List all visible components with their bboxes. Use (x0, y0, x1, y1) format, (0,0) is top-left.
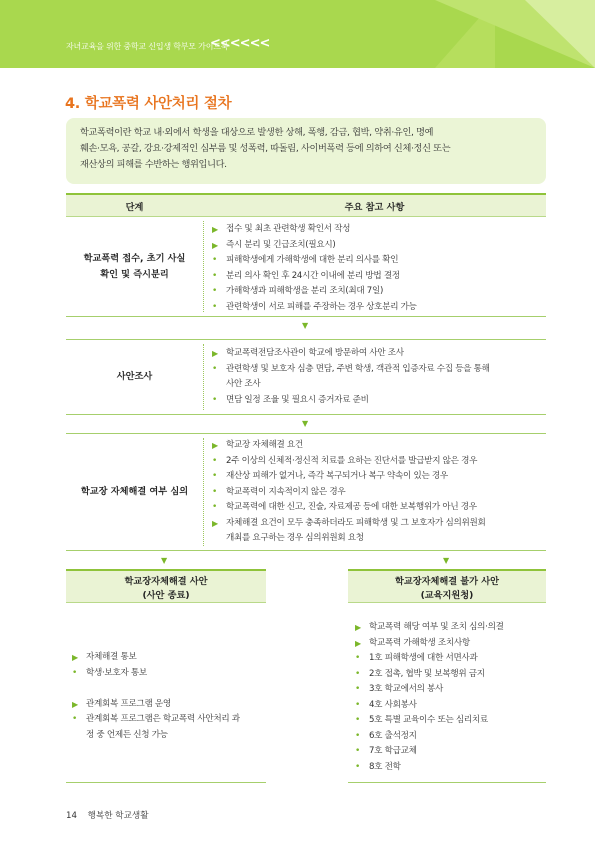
bullet-triangle-icon: ▶ (212, 240, 218, 250)
list-item (212, 362, 542, 378)
list-item-text: 학교폭력이 지속적이지 않은 경우 (226, 486, 346, 497)
list-item-text: 학교폭력 해당 여부 및 조치 심의·의결 (369, 622, 504, 632)
bullet-dot-icon: • (212, 301, 218, 312)
definition-line: 학교폭력이란 학교 내·외에서 학생을 대상으로 발생한 상해, 폭행, 감금, 협박, 약취·유인, 명예 (80, 127, 434, 138)
bullet-dot-icon: • (212, 270, 218, 281)
page-number: 14 (66, 811, 77, 821)
stage-notes (212, 346, 542, 408)
definition-line: 훼손·모욕, 공갈, 강요·강제적인 심부름 및 성폭력, 따돌림, 사이버폭력 등에 의하여 신체·정신 또는 (80, 143, 451, 154)
bullet-dot-icon: • (212, 394, 218, 405)
column-header-notes: 주요 참고 사항 (344, 202, 405, 213)
bullet-dot-icon: • (212, 486, 218, 497)
bullet-dot-icon: • (212, 471, 218, 481)
list-item-text: 관계회복 프로그램은 학교폭력 사안처리 과 (86, 714, 240, 724)
bullet-dot-icon: • (355, 715, 361, 725)
stage-label: 사안조사 (116, 371, 153, 382)
bullet-triangle-icon: ▶ (212, 518, 218, 528)
list-item-text: 2주 이상의 신체적·정신적 치료를 요하는 진단서를 발급받지 않은 경우 (226, 455, 478, 466)
list-item-text: 학교폭력전담조사관이 학교에 방문하여 사안 조사 (226, 348, 404, 358)
list-item (212, 346, 542, 362)
guide-title: 자녀교육을 위한 중학교 신입생 학부모 가이드북 (66, 42, 229, 51)
list-item-text: 접수 및 최초 관련학생 확인서 작성 (226, 224, 351, 234)
stage-label-line: 확인 및 즉시분리 (100, 268, 169, 280)
list-item (355, 667, 550, 683)
chevron-left-icon: <<<<<< (210, 36, 270, 51)
column-divider (203, 221, 204, 312)
bullet-triangle-icon: ▶ (72, 699, 78, 709)
list-item-text: 분리 의사 확인 후 24시간 이내에 분리 방법 결정 (226, 270, 400, 281)
bullet-triangle-icon: ▶ (72, 653, 78, 662)
page-footer (66, 809, 149, 821)
box-title-line: (교육지원청) (420, 590, 474, 601)
flow-arrow-down-icon: ▼ (302, 419, 309, 428)
list-item-text: 4호 사회봉사 (369, 699, 417, 710)
stage-notes (212, 222, 542, 315)
list-spacer (72, 681, 272, 697)
box-title-line: 학교장자체해결 불가 사안 (394, 576, 500, 587)
list-item (355, 620, 550, 636)
list-item-text: 피해학생에게 가해학생에 대한 분리 의사를 확인 (226, 255, 399, 265)
list-item (212, 284, 542, 300)
table-row (66, 433, 546, 551)
list-item (355, 744, 550, 760)
list-item-text: 관련학생이 서로 피해를 주장하는 경우 상호분리 가능 (226, 301, 417, 312)
list-item (212, 438, 542, 454)
list-item (212, 253, 542, 269)
list-item (212, 469, 542, 485)
box-title-line: 학교장자체해결 사안 (124, 576, 208, 587)
header-decoration (525, 0, 595, 68)
stage-label (66, 217, 203, 316)
definition-box (66, 118, 546, 184)
list-item (212, 531, 542, 547)
list-item (72, 650, 272, 666)
list-item-text: 자체해결 통보 (86, 652, 137, 662)
list-item (72, 728, 272, 744)
flow-arrow-down-icon: ▼ (161, 556, 168, 565)
box-bottom-border (66, 782, 266, 783)
stage-label: 학교장 자체해결 여부 심의 (80, 486, 189, 497)
resolved-case-header (66, 569, 266, 603)
unresolved-case-notes (355, 620, 550, 775)
bullet-dot-icon: • (355, 746, 361, 756)
list-item-text: 5호 특별 교육이수 또는 심리치료 (369, 715, 488, 725)
list-item (355, 760, 550, 776)
list-item-text: 1호 피해학생에 대한 서면사과 (369, 653, 478, 663)
list-item-text: 즉시 분리 및 긴급조치(필요시) (226, 239, 336, 250)
bullet-dot-icon: • (355, 761, 361, 772)
list-item (212, 454, 542, 470)
bullet-dot-icon: • (355, 684, 361, 694)
list-item-text: 자체해결 요건이 모두 충족하더라도 피해학생 및 그 보호자가 심의위원회 (226, 517, 486, 528)
bullet-dot-icon: • (212, 363, 218, 374)
list-item (72, 697, 272, 713)
column-divider (203, 438, 204, 546)
list-item (212, 300, 542, 316)
bullet-dot-icon: • (72, 667, 78, 678)
box-title-line: (사안 종료) (142, 590, 190, 601)
bullet-triangle-icon: ▶ (212, 225, 218, 234)
list-item-text: 재산상 피해가 없거나, 즉각 복구되거나 복구 약속이 있는 경우 (226, 471, 448, 481)
list-item (212, 485, 542, 501)
list-item (355, 698, 550, 714)
bullet-dot-icon: • (212, 255, 218, 265)
definition-line: 재산상의 피해를 수반하는 행위입니다. (80, 159, 227, 170)
list-item-text: 면담 일정 조율 및 필요시 증거자료 준비 (226, 394, 369, 405)
unresolved-case-header (348, 569, 546, 603)
stage-label-line: 학교폭력 접수, 초기 사실 (83, 252, 186, 264)
box-bottom-border (348, 782, 546, 783)
bullet-triangle-icon: ▶ (212, 441, 218, 450)
table-header (66, 193, 546, 217)
list-item-text: 2호 접촉, 협박 및 보복행위 금지 (369, 668, 485, 679)
bullet-dot-icon: • (212, 502, 218, 512)
bullet-triangle-icon: ▶ (212, 349, 218, 358)
bullet-dot-icon: • (355, 730, 361, 741)
list-item (212, 516, 542, 532)
page-header-band (0, 0, 595, 68)
table-row (66, 339, 546, 415)
book-title: 행복한 학교생활 (87, 811, 149, 821)
list-item (355, 729, 550, 745)
list-item-text: 개최를 요구하는 경우 심의위원회 요청 (226, 533, 364, 543)
list-item (212, 500, 542, 516)
list-item (355, 636, 550, 652)
list-item-text: 정 중 언제든 신청 가능 (86, 729, 168, 740)
list-item (355, 682, 550, 698)
list-item-text: 사안 조사 (226, 379, 261, 389)
bullet-dot-icon: • (72, 714, 78, 724)
bullet-dot-icon: • (212, 286, 218, 296)
list-item (72, 666, 272, 682)
list-item-text: 6호 출석정지 (369, 730, 417, 741)
section-title: 4. 학교폭력 사안처리 절차 (65, 96, 232, 112)
list-item-text: 3호 학교에서의 봉사 (369, 684, 444, 694)
list-item-text: 관계회복 프로그램 운영 (86, 698, 171, 709)
list-item (72, 712, 272, 728)
list-item-text: 7호 학급교체 (369, 746, 417, 756)
bullet-dot-icon: • (355, 653, 361, 663)
column-divider (203, 344, 204, 410)
list-item-text: 학교장 자체해결 요건 (226, 440, 303, 450)
list-item-text: 관련학생 및 보호자 심층 면담, 주변 학생, 객관적 입증자료 수집 등을 통해 (226, 363, 490, 374)
list-item-text: 학교폭력에 대한 신고, 진술, 자료제공 등에 대한 보복행위가 아닌 경우 (226, 502, 477, 512)
resolved-case-notes (72, 650, 272, 743)
list-item (355, 713, 550, 729)
list-item (355, 651, 550, 667)
list-item-text: 가해학생과 피해학생을 분리 조치(최대 7일) (226, 286, 384, 296)
column-header-stage: 단계 (125, 202, 144, 213)
flow-arrow-down-icon: ▼ (302, 321, 309, 330)
list-item (212, 269, 542, 285)
bullet-dot-icon: • (212, 455, 218, 466)
bullet-dot-icon: • (355, 668, 361, 679)
list-item (212, 222, 542, 238)
bullet-triangle-icon: ▶ (355, 638, 361, 648)
table-row (66, 217, 546, 317)
list-item (212, 393, 542, 409)
stage-notes (212, 438, 542, 547)
bullet-dot-icon: • (355, 699, 361, 710)
list-item-text: 학생·보호자 통보 (86, 667, 147, 678)
list-item (212, 238, 542, 254)
list-item-text: 8호 전학 (369, 761, 401, 772)
flow-arrow-down-icon: ▼ (443, 556, 450, 565)
bullet-triangle-icon: ▶ (355, 623, 361, 632)
list-item-text: 학교폭력 가해학생 조치사항 (369, 637, 470, 648)
list-item (212, 377, 542, 393)
